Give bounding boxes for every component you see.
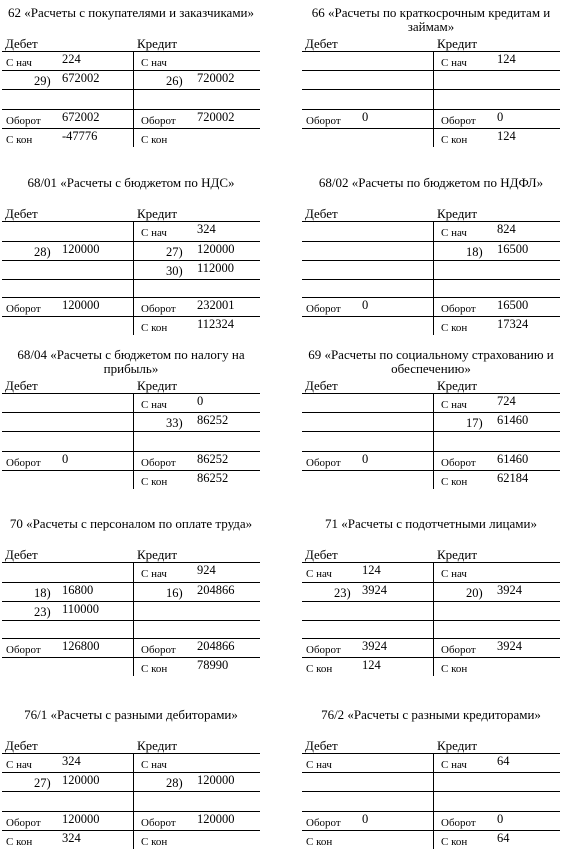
account-title: 76/1 «Расчеты с разными дебиторами» — [24, 707, 238, 722]
credit-row-label: С нач — [141, 399, 167, 411]
debit-row-label: С кон — [306, 836, 333, 848]
debit-amount: 672002 — [62, 110, 100, 124]
debit-row-label: С кон — [306, 663, 333, 675]
credit-amount: 61460 — [497, 413, 529, 427]
credit-row-label: С кон — [141, 663, 168, 675]
debit-amount: 120000 — [62, 812, 100, 826]
account-table — [2, 562, 260, 676]
credit-amount: 724 — [497, 394, 516, 408]
t-account — [302, 348, 560, 489]
debit-amount: 0 — [62, 452, 69, 466]
debit-entry-ref: 18) — [34, 586, 51, 600]
account-divider — [433, 51, 434, 147]
debit-header: Дебет — [305, 36, 338, 51]
credit-row-label: Оборот — [441, 115, 476, 127]
credit-header: Кредит — [437, 547, 478, 562]
credit-entry-ref: 33) — [166, 416, 183, 430]
credit-amount: 17324 — [497, 317, 529, 331]
credit-row-label: С нач — [141, 568, 167, 580]
credit-amount: 204866 — [197, 583, 235, 597]
credit-row-label: С кон — [141, 134, 168, 146]
debit-row-label: Оборот — [306, 457, 341, 469]
credit-entry-ref: 18) — [466, 245, 483, 259]
debit-header: Дебет — [305, 738, 338, 753]
t-account — [2, 708, 260, 849]
debit-amount: 126800 — [62, 639, 100, 653]
account-table — [2, 221, 260, 335]
row-line — [302, 620, 560, 621]
credit-row-label: С нач — [441, 568, 467, 580]
t-account — [2, 348, 260, 489]
account-header — [2, 738, 260, 753]
t-account — [2, 176, 260, 335]
row-line — [2, 51, 260, 52]
credit-entry-ref: 16) — [166, 586, 183, 600]
credit-amount: 720002 — [197, 71, 235, 85]
account-title: 62 «Расчеты с покупателями и заказчиками» — [7, 5, 255, 20]
debit-header: Дебет — [305, 547, 338, 562]
credit-row-label: С кон — [141, 322, 168, 334]
debit-amount: 0 — [362, 452, 369, 466]
account-divider — [433, 393, 434, 489]
row-line — [302, 128, 560, 129]
debit-header: Дебет — [305, 378, 338, 393]
credit-header: Кредит — [437, 36, 478, 51]
debit-entry-ref: 27) — [34, 776, 51, 790]
t-account — [2, 517, 260, 676]
debit-header: Дебет — [5, 547, 38, 562]
debit-row-label: Оборот — [6, 457, 41, 469]
debit-amount: 120000 — [62, 242, 100, 256]
account-title: 69 «Расчеты по социальному страхованию и обеспечению» — [308, 347, 554, 376]
row-line — [302, 791, 560, 792]
credit-row-label: Оборот — [441, 644, 476, 656]
credit-header: Кредит — [137, 36, 178, 51]
debit-row-label: Оборот — [6, 115, 41, 127]
account-divider — [133, 51, 134, 147]
account-header — [2, 378, 260, 393]
credit-amount: 64 — [497, 831, 510, 845]
row-line — [302, 89, 560, 90]
credit-amount: 924 — [197, 563, 216, 577]
debit-amount: 120000 — [62, 298, 100, 312]
debit-row-label: Оборот — [306, 115, 341, 127]
credit-amount: 86252 — [197, 413, 229, 427]
credit-amount: 0 — [497, 812, 504, 826]
credit-amount: 120000 — [197, 242, 235, 256]
account-table — [302, 393, 560, 489]
credit-amount: 112000 — [197, 261, 235, 275]
credit-row-label: С нач — [441, 227, 467, 239]
debit-amount: 224 — [62, 52, 81, 66]
account-table — [302, 221, 560, 335]
debit-row-label: С нач — [306, 759, 332, 771]
debit-amount: 324 — [62, 831, 81, 845]
credit-amount: 61460 — [497, 452, 529, 466]
debit-entry-ref: 28) — [34, 245, 51, 259]
row-line — [302, 601, 560, 602]
credit-amount: 62184 — [497, 471, 529, 485]
credit-header: Кредит — [137, 547, 178, 562]
credit-header: Кредит — [137, 738, 178, 753]
row-line — [2, 279, 260, 280]
credit-row-label: С кон — [441, 476, 468, 488]
credit-amount: 78990 — [197, 658, 229, 672]
account-table — [2, 51, 260, 147]
row-line — [302, 753, 560, 754]
credit-row-label: С кон — [441, 322, 468, 334]
debit-amount: 124 — [362, 658, 381, 672]
credit-amount: 232001 — [197, 298, 235, 312]
t-account — [302, 176, 560, 335]
account-title: 68/01 «Расчеты с бюджетом по НДС» — [27, 175, 235, 190]
credit-row-label: С нач — [141, 57, 167, 69]
account-divider — [133, 221, 134, 335]
credit-row-label: С кон — [141, 476, 168, 488]
debit-amount: 672002 — [62, 71, 100, 85]
account-header — [302, 36, 560, 51]
debit-amount: 3924 — [362, 639, 387, 653]
debit-row-label: Оборот — [6, 644, 41, 656]
credit-row-label: Оборот — [441, 457, 476, 469]
t-account — [2, 6, 260, 147]
debit-amount: 324 — [62, 754, 81, 768]
debit-amount: 3924 — [362, 583, 387, 597]
row-line — [302, 657, 560, 658]
account-title: 71 «Расчеты с подотчетными лицами» — [325, 516, 537, 531]
credit-header: Кредит — [137, 378, 178, 393]
row-line — [2, 431, 260, 432]
credit-amount: 64 — [497, 754, 510, 768]
credit-amount: 120000 — [197, 812, 235, 826]
row-line — [2, 89, 260, 90]
credit-row-label: С нач — [141, 227, 167, 239]
credit-amount: 3924 — [497, 639, 522, 653]
account-table — [2, 393, 260, 489]
debit-row-label: С нач — [6, 759, 32, 771]
credit-amount: 720002 — [197, 110, 235, 124]
account-header — [2, 206, 260, 221]
credit-header: Кредит — [137, 206, 178, 221]
credit-row-label: С кон — [441, 134, 468, 146]
credit-row-label: Оборот — [141, 817, 176, 829]
account-header — [2, 547, 260, 562]
row-line — [2, 128, 260, 129]
row-line — [302, 260, 560, 261]
debit-amount: 0 — [362, 298, 369, 312]
credit-amount: 124 — [497, 129, 516, 143]
credit-entry-ref: 28) — [166, 776, 183, 790]
debit-amount: 16800 — [62, 583, 94, 597]
credit-amount: 16500 — [497, 242, 529, 256]
debit-amount: -47776 — [62, 129, 98, 143]
account-divider — [133, 753, 134, 849]
row-line — [302, 772, 560, 773]
debit-row-label: Оборот — [306, 817, 341, 829]
credit-amount: 324 — [197, 222, 216, 236]
account-title: 76/2 «Расчеты с разными кредиторами» — [321, 707, 541, 722]
credit-row-label: С нач — [441, 57, 467, 69]
credit-row-label: С нач — [441, 759, 467, 771]
account-header — [302, 738, 560, 753]
credit-row-label: С кон — [141, 836, 168, 848]
debit-row-label: С кон — [6, 134, 33, 146]
credit-amount: 3924 — [497, 583, 522, 597]
debit-row-label: С нач — [306, 568, 332, 580]
credit-entry-ref: 26) — [166, 74, 183, 88]
credit-amount: 824 — [497, 222, 516, 236]
row-line — [2, 620, 260, 621]
debit-entry-ref: 23) — [34, 605, 51, 619]
account-divider — [433, 753, 434, 849]
account-table — [302, 51, 560, 147]
credit-amount: 112324 — [197, 317, 235, 331]
credit-amount: 0 — [497, 110, 504, 124]
credit-amount: 86252 — [197, 452, 229, 466]
credit-header: Кредит — [437, 378, 478, 393]
debit-row-label: Оборот — [306, 644, 341, 656]
debit-entry-ref: 29) — [34, 74, 51, 88]
credit-amount: 124 — [497, 52, 516, 66]
debit-header: Дебет — [5, 378, 38, 393]
row-line — [2, 393, 260, 394]
row-line — [302, 70, 560, 71]
account-table — [302, 753, 560, 849]
debit-entry-ref: 23) — [334, 586, 351, 600]
debit-amount: 110000 — [62, 602, 100, 616]
row-line — [2, 753, 260, 754]
debit-header: Дебет — [5, 206, 38, 221]
row-line — [302, 109, 560, 110]
credit-amount: 16500 — [497, 298, 529, 312]
debit-amount: 124 — [362, 563, 381, 577]
debit-header: Дебет — [305, 206, 338, 221]
account-divider — [433, 562, 434, 676]
account-divider — [133, 393, 134, 489]
debit-amount: 120000 — [62, 773, 100, 787]
row-line — [302, 562, 560, 563]
credit-row-label: С нач — [441, 399, 467, 411]
row-line — [302, 279, 560, 280]
debit-row-label: Оборот — [306, 303, 341, 315]
t-account — [302, 6, 560, 147]
debit-row-label: С кон — [6, 836, 33, 848]
credit-entry-ref: 17) — [466, 416, 483, 430]
credit-entry-ref: 30) — [166, 264, 183, 278]
row-line — [302, 393, 560, 394]
account-header — [302, 547, 560, 562]
row-line — [2, 562, 260, 563]
credit-row-label: Оборот — [441, 303, 476, 315]
row-line — [302, 221, 560, 222]
debit-header: Дебет — [5, 36, 38, 51]
debit-row-label: Оборот — [6, 817, 41, 829]
credit-amount: 0 — [197, 394, 204, 408]
row-line — [302, 811, 560, 812]
account-header — [302, 206, 560, 221]
account-header — [2, 36, 260, 51]
row-line — [2, 791, 260, 792]
account-divider — [133, 562, 134, 676]
credit-entry-ref: 27) — [166, 245, 183, 259]
credit-row-label: С кон — [441, 836, 468, 848]
credit-header: Кредит — [437, 206, 478, 221]
credit-row-label: С кон — [441, 663, 468, 675]
debit-row-label: Оборот — [6, 303, 41, 315]
row-line — [2, 601, 260, 602]
account-header — [302, 378, 560, 393]
account-title: 68/02 «Расчеты по бюджетом по НДФЛ» — [318, 175, 544, 190]
account-table — [302, 562, 560, 676]
t-account — [302, 517, 560, 676]
row-line — [302, 830, 560, 831]
t-account — [302, 708, 560, 849]
credit-header: Кредит — [437, 738, 478, 753]
row-line — [302, 51, 560, 52]
credit-row-label: Оборот — [141, 303, 176, 315]
account-title: 68/04 «Расчеты с бюджетом по налогу на прибыль» — [17, 347, 245, 376]
credit-row-label: Оборот — [141, 115, 176, 127]
debit-header: Дебет — [5, 738, 38, 753]
row-line — [2, 830, 260, 831]
credit-amount: 204866 — [197, 639, 235, 653]
credit-row-label: Оборот — [141, 644, 176, 656]
row-line — [302, 431, 560, 432]
debit-amount: 0 — [362, 110, 369, 124]
credit-row-label: Оборот — [441, 817, 476, 829]
debit-row-label: С нач — [6, 57, 32, 69]
credit-entry-ref: 20) — [466, 586, 483, 600]
account-divider — [433, 221, 434, 335]
debit-amount: 0 — [362, 812, 369, 826]
credit-row-label: С нач — [141, 759, 167, 771]
credit-row-label: Оборот — [141, 457, 176, 469]
credit-amount: 120000 — [197, 773, 235, 787]
row-line — [2, 221, 260, 222]
account-table — [2, 753, 260, 849]
credit-amount: 86252 — [197, 471, 229, 485]
account-title: 70 «Расчеты с персоналом по оплате труда» — [9, 516, 253, 531]
account-title: 66 «Расчеты по краткосрочным кредитам и займам» — [311, 5, 551, 34]
